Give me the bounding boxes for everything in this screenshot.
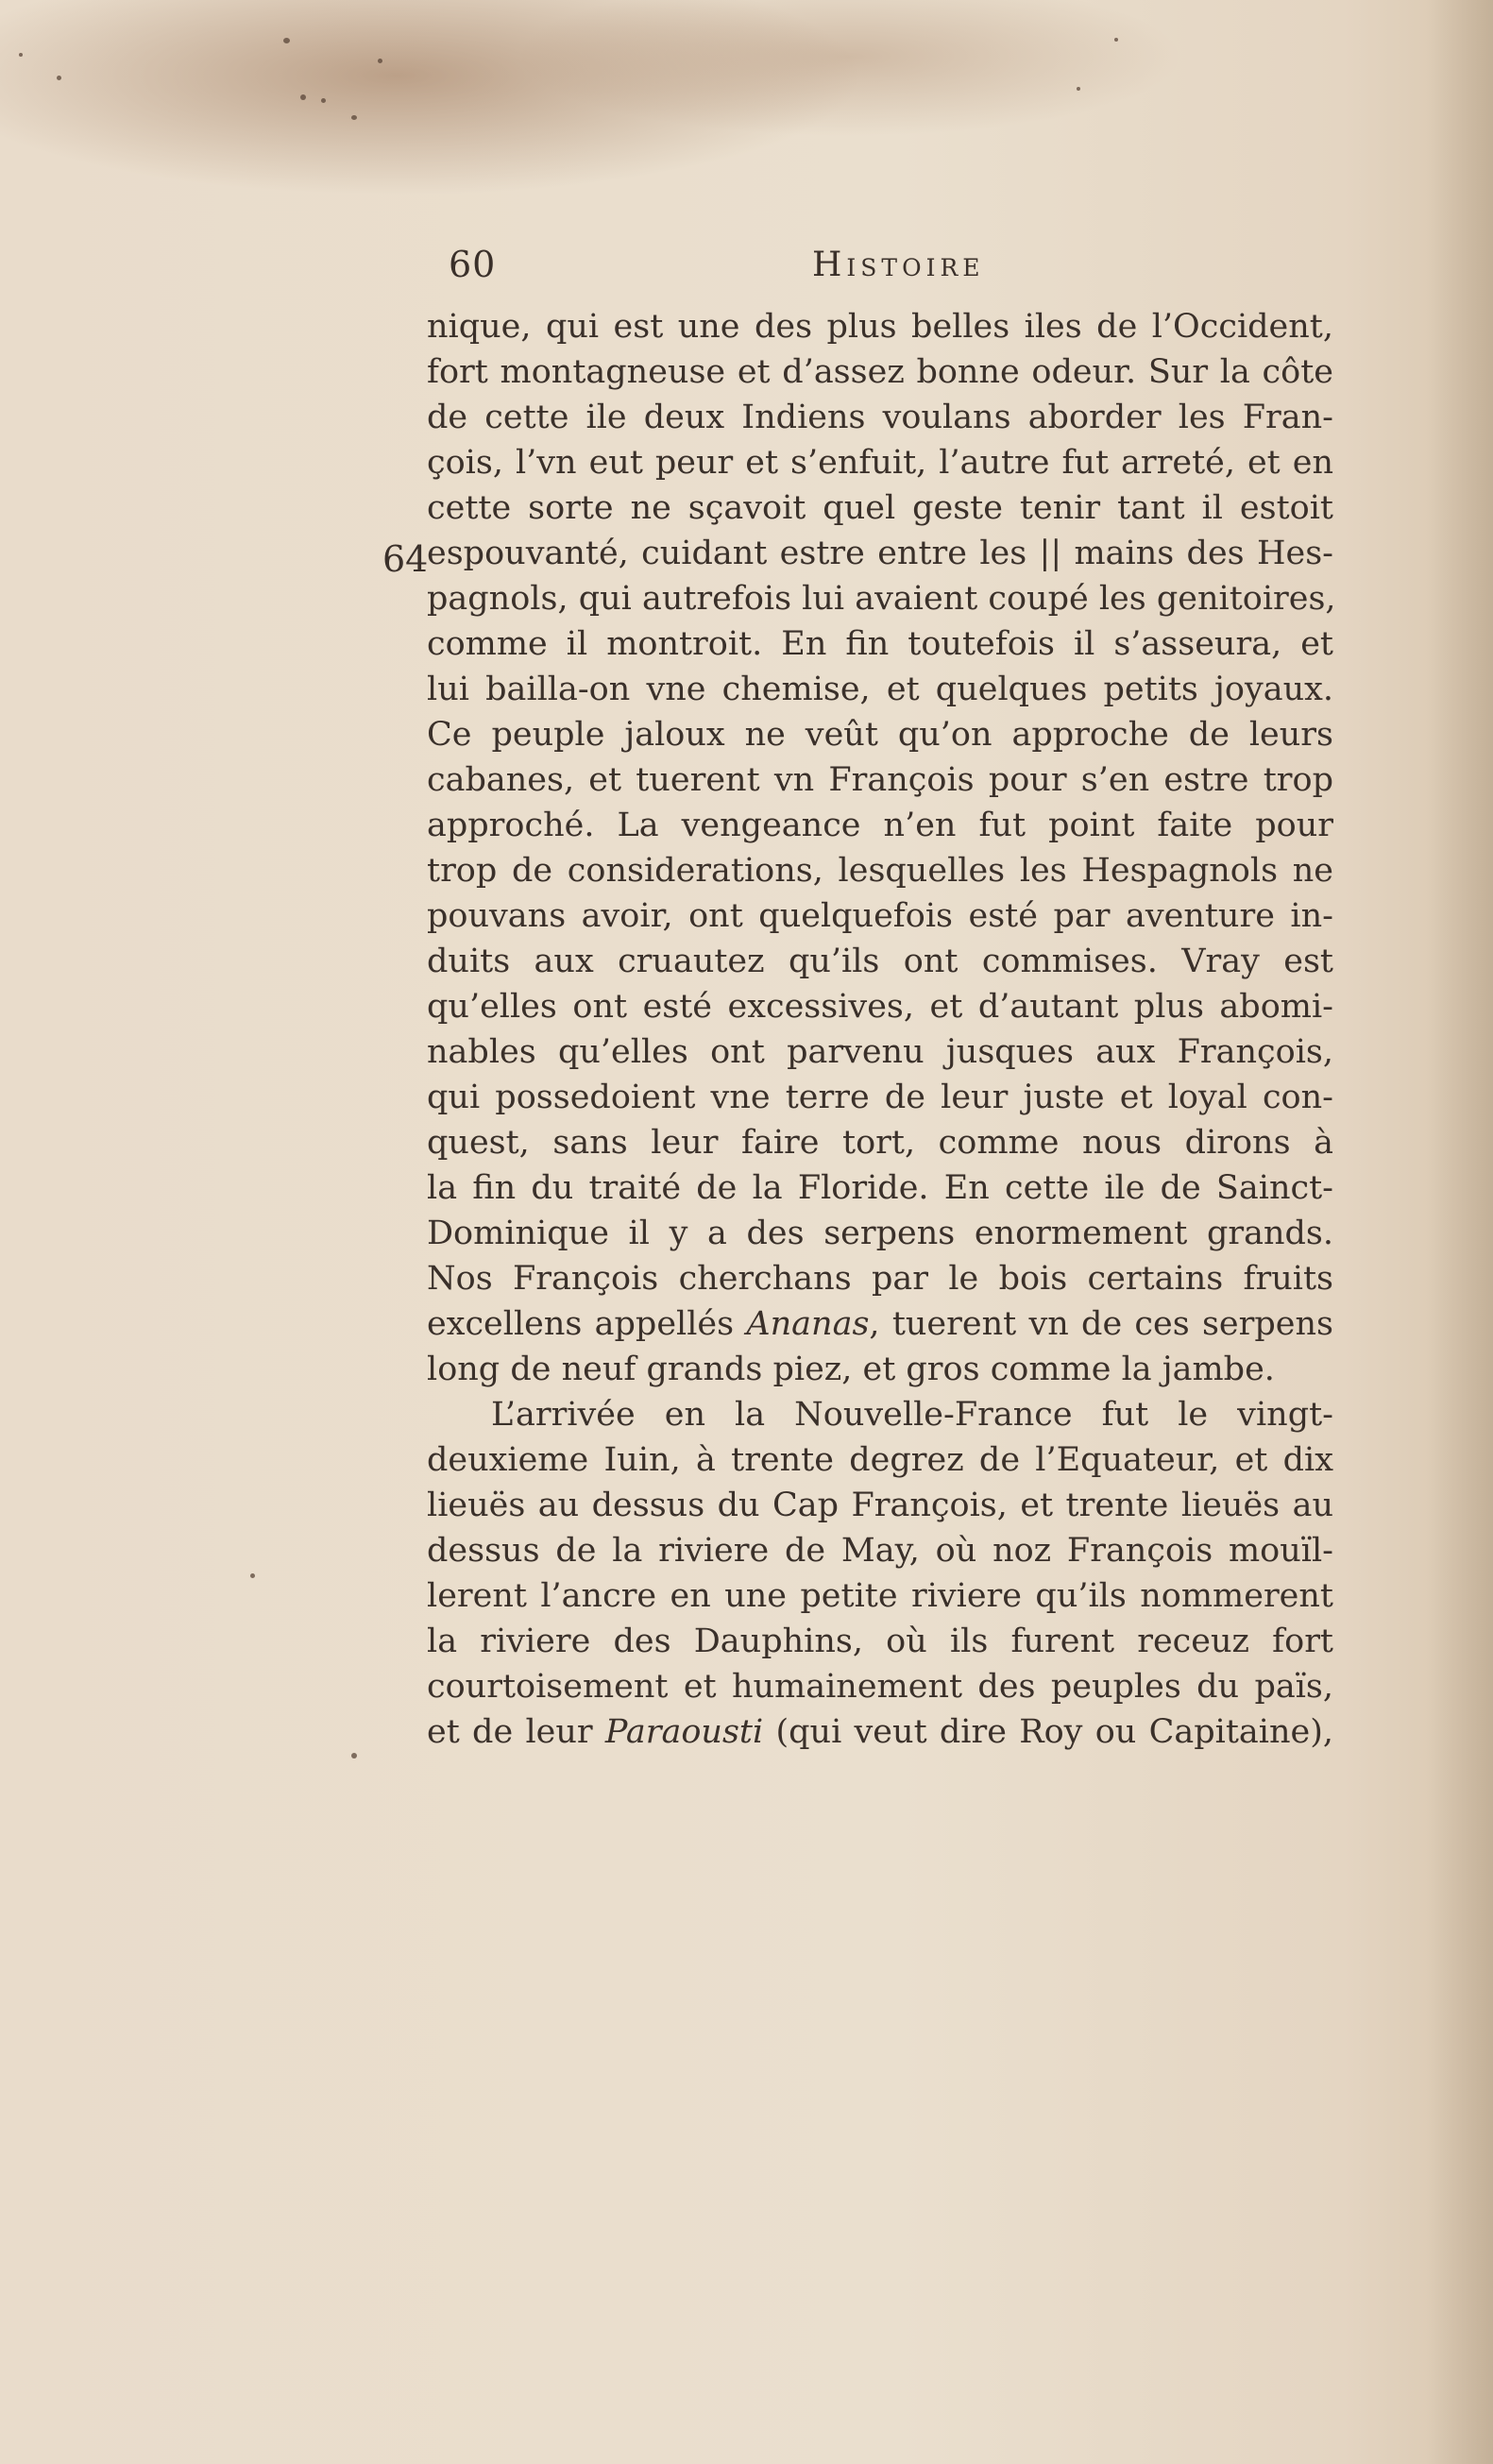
foxing-spot [351, 1753, 357, 1759]
text-line: deuxieme Iuin, à trente degrez de l’Equateur, et dix [427, 1441, 1333, 1479]
text-line: comme il montroit. En fin toutefois il s’asseura, et [427, 625, 1333, 663]
text-line: courtoisement et humainement des peuples du païs, [427, 1668, 1333, 1706]
text-line: excellens appellés Ananas, tuerent vn de ces serpens [427, 1305, 1333, 1343]
text-line: nables qu’elles ont parvenu jusques aux François, [427, 1033, 1333, 1071]
foxing-spot [57, 76, 61, 80]
margin-page-reference: 64 [382, 538, 429, 580]
italic-term: Paraousti [604, 1713, 764, 1751]
text-line: approché. La vengeance n’en fut point faite pour [427, 807, 1333, 844]
foxing-spot [321, 98, 326, 103]
text-line: Nos François cherchans par le bois certains fruits [427, 1260, 1333, 1298]
text-line: pagnols, qui autrefois lui avaient coupé les genitoires, [427, 580, 1336, 618]
page-number: 60 [449, 244, 497, 285]
text-line: long de neuf grands piez, et gros comme la jambe. [427, 1351, 1275, 1388]
text-line: de cette ile deux Indiens voulans aborder les Fran- [427, 399, 1333, 436]
text-line: quest, sans leur faire tort, comme nous dirons à [427, 1124, 1333, 1162]
text-line: Dominique il y a des serpens enormement grands. [427, 1215, 1333, 1252]
text-line: et de leur Paraousti (qui veut dire Roy ou Capitaine), [427, 1713, 1333, 1751]
text-line: duits aux cruautez qu’ils ont commises. Vray est [427, 943, 1333, 980]
text-line: pouvans avoir, ont quelquefois esté par aventure in- [427, 897, 1333, 935]
text-line: qu’elles ont esté excessives, et d’autant plus abomi- [427, 988, 1333, 1026]
foxing-spot [300, 94, 306, 100]
page-edge-shadow [1427, 0, 1493, 2464]
text-line: Ce peuple jaloux ne veût qu’on approche de leurs [427, 716, 1333, 754]
running-head: Histoire [812, 246, 985, 284]
text-line: la fin du traité de la Floride. En cette ile de Sainct- [427, 1169, 1333, 1207]
italic-term: Ananas [746, 1305, 870, 1343]
text-line: lerent l’ancre en une petite riviere qu’ils nommerent [427, 1577, 1333, 1615]
text-line: trop de considerations, lesquelles les Hespagnols ne [427, 852, 1333, 890]
foxing-spot [283, 38, 290, 43]
text-line: dessus de la riviere de May, où noz François mouïl- [427, 1532, 1333, 1570]
foxing-spot [351, 115, 357, 120]
foxing-spot [250, 1573, 255, 1578]
text-line: lui bailla-on vne chemise, et quelques petits joyaux. [427, 671, 1333, 708]
foxing-spot [19, 53, 23, 57]
foxing-spot [1114, 38, 1118, 42]
foxing-spot [1077, 87, 1080, 91]
text-line: espouvanté, cuidant estre entre les || mains des Hes- [427, 535, 1333, 572]
text-line: cabanes, et tuerent vn François pour s’en estre trop [427, 761, 1333, 799]
text-line: la riviere des Dauphins, où ils furent receuz fort [427, 1623, 1333, 1660]
text-line: cette sorte ne sçavoit quel geste tenir tant il estoit [427, 489, 1333, 527]
text-line: lieuës au dessus du Cap François, et trente lieuës au [427, 1487, 1333, 1524]
text-line: çois, l’vn eut peur et s’enfuit, l’autre fut arreté, et en [427, 444, 1333, 482]
text-line: fort montagneuse et d’assez bonne odeur. Sur la côte [427, 353, 1333, 391]
body-text [427, 304, 1336, 1755]
foxing-spot [378, 59, 382, 63]
paragraph-start-line: L’arrivée en la Nouvelle-France fut le vingt- [491, 1396, 1333, 1434]
text-line: nique, qui est une des plus belles iles de l’Occident, [427, 308, 1333, 346]
text-line: qui possedoient vne terre de leur juste et loyal con- [427, 1079, 1333, 1116]
